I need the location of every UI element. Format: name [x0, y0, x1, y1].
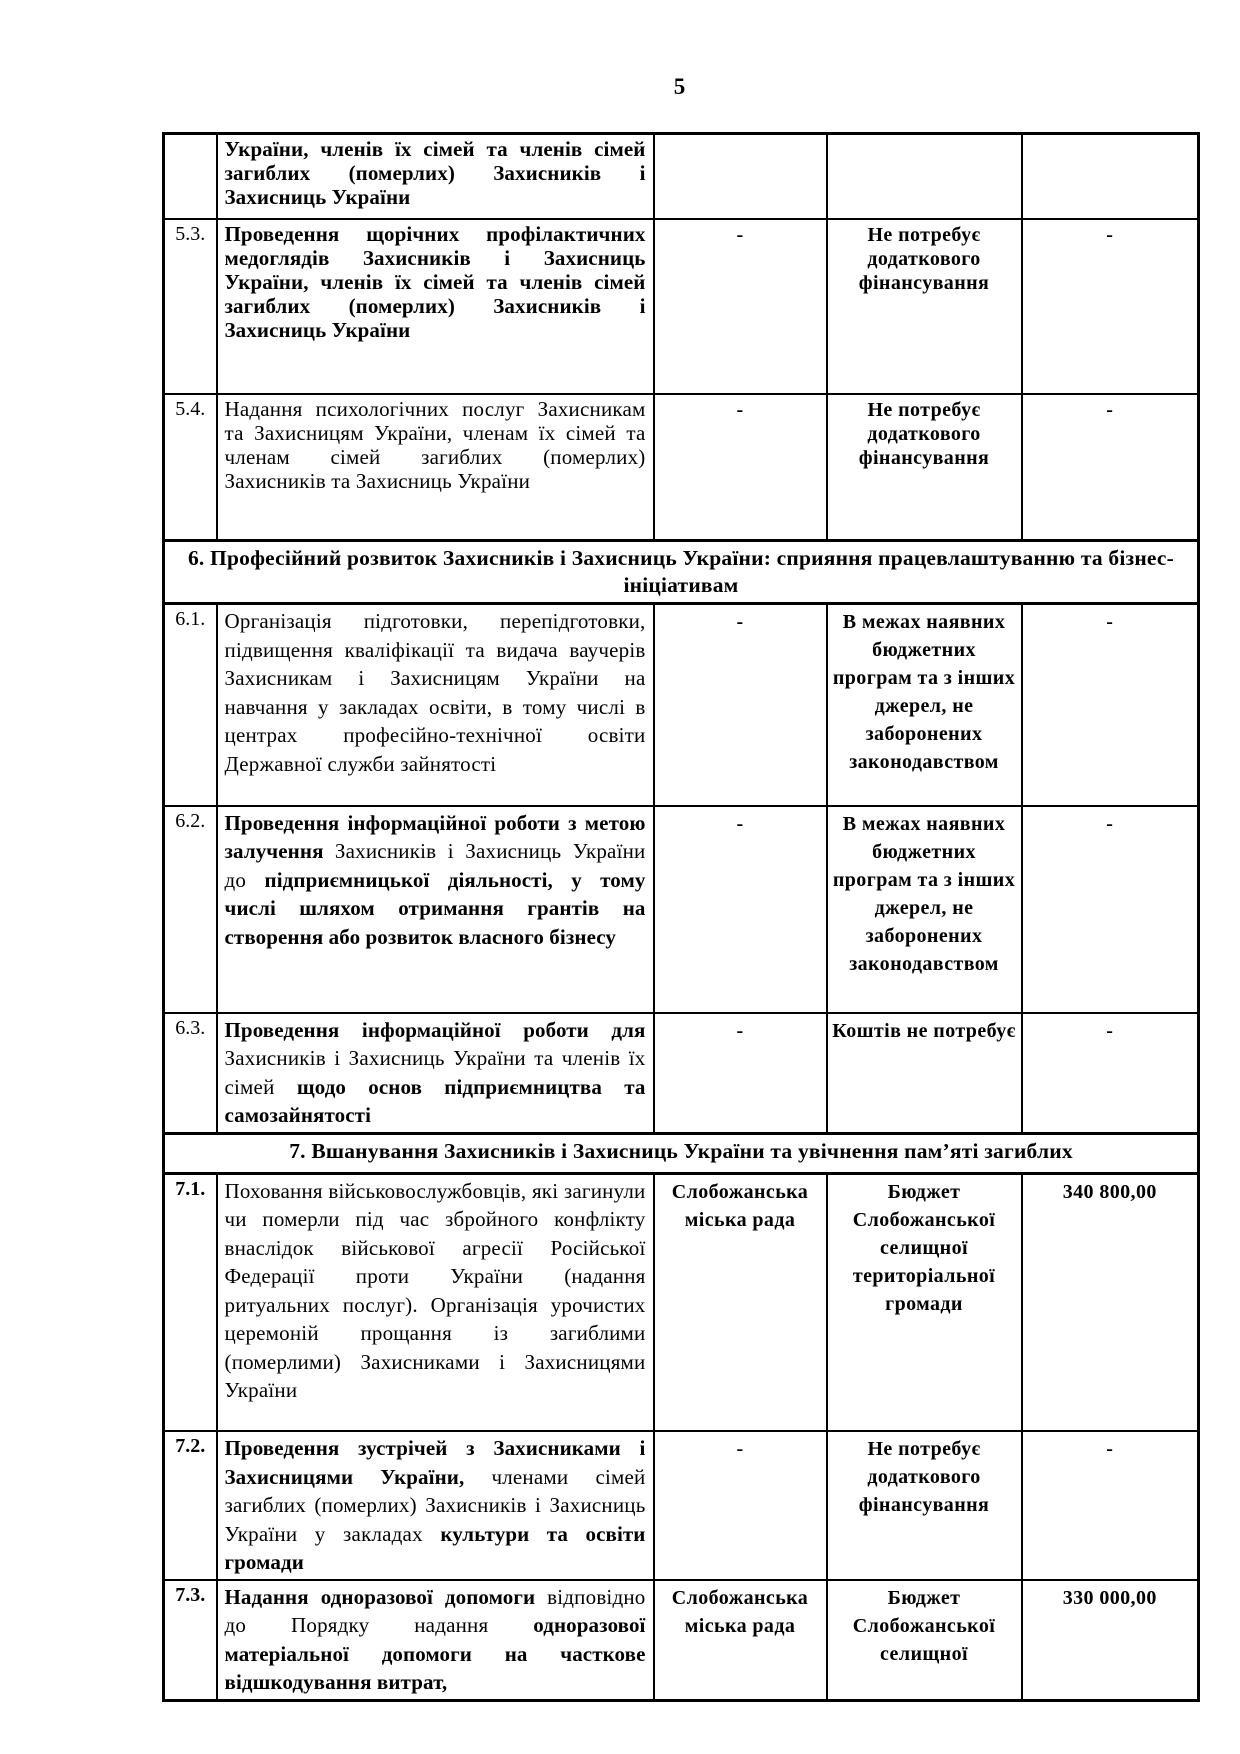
row-description-cell: Надання одноразової допомоги відповідно до Порядку надання одноразової матеріальної допомоги на часткове відшкодування витрат,	[217, 1580, 654, 1701]
row-funding-cell: Бюджет Слобожанської селищної	[827, 1580, 1022, 1701]
row-amount-cell: -	[1022, 604, 1199, 806]
row-description-cell: Проведення інформаційної роботи з метою залучення Захисників і Захисниць України до підприємницької діяльності, у тому числі шляхом отримання грантів на створення або розвиток власного бізнесу	[217, 806, 654, 1013]
page-number: 5	[673, 74, 686, 99]
table-row	[164, 1580, 1199, 1701]
row-description-cell: Проведення зустрічей з Захисниками і Захисницями України, членами сімей загиблих (померлих) Захисників і Захисниць України у закладах культури та освіти громади	[217, 1431, 654, 1580]
row-executor-cell: -	[654, 1013, 827, 1134]
row-funding-cell: Не потребує додаткового фінансування	[827, 1431, 1022, 1580]
section-header-row	[164, 541, 1199, 604]
section-header: 6. Професійний розвиток Захисників і Захисниць України: сприяння працевлаштуванню та бізнес-ініціативам	[164, 541, 1199, 604]
row-executor-cell: Слобожанська міська рада	[654, 1173, 827, 1431]
row-executor-cell: Слобожанська міська рада	[654, 1580, 827, 1701]
row-description-cell: Проведення інформаційної роботи для Захисників і Захисниць України та членів їх сімей щодо основ підприємництва та самозайнятості	[217, 1013, 654, 1134]
row-amount-cell: 340 800,00	[1022, 1173, 1199, 1431]
row-funding-cell: Коштів не потребує	[827, 1013, 1022, 1134]
row-funding-cell: В межах наявних бюджетних програм та з інших джерел, не заборонених законодавством	[827, 604, 1022, 806]
row-amount-cell: -	[1022, 219, 1199, 394]
table-row	[164, 219, 1199, 394]
row-funding-cell: Не потребує додаткового фінансування	[827, 394, 1022, 541]
row-number-cell: 5.3.	[164, 219, 217, 394]
row-executor-cell: -	[654, 219, 827, 394]
row-amount-cell: -	[1022, 394, 1199, 541]
row-amount-cell: -	[1022, 1013, 1199, 1134]
row-number-cell: 5.4.	[164, 394, 217, 541]
row-description-cell: Поховання військовослужбовців, які загинули чи померли під час збройного конфлікту внаслідок військової агресії Російської Федерації проти України (надання ритуальних послуг). Організація урочистих церемоній прощання із загиблими (померлими) Захисниками і Захисницями України	[217, 1173, 654, 1431]
section-header: 7. Вшанування Захисників і Захисниць України та увічнення пам’яті загиблих	[164, 1133, 1199, 1173]
row-executor-cell: -	[654, 394, 827, 541]
row-description-cell: Організація підготовки, перепідготовки, підвищення кваліфікації та видача ваучерів Захисникам і Захисницям України на навчання у закладах освіти, в тому числі в центрах професійно-технічної освіти Державної служби зайнятості	[217, 604, 654, 806]
row-executor-cell: -	[654, 604, 827, 806]
row-executor-cell	[654, 134, 827, 219]
row-number-cell: 7.1.	[164, 1173, 217, 1431]
row-executor-cell: -	[654, 1431, 827, 1580]
row-number-cell: 7.3.	[164, 1580, 217, 1701]
section-header-row	[164, 1133, 1199, 1173]
row-amount-cell: -	[1022, 1431, 1199, 1580]
row-description-cell: Проведення щорічних профілактичних медоглядів Захисників і Захисниць України, членів їх сімей та членів сімей загиблих (померлих) Захисників і Захисниць України	[217, 219, 654, 394]
row-number-cell: 7.2.	[164, 1431, 217, 1580]
row-number-cell: 6.3.	[164, 1013, 217, 1134]
table-row	[164, 1173, 1199, 1431]
row-funding-cell: Бюджет Слобожанської селищної територіальної громади	[827, 1173, 1022, 1431]
table-row	[164, 1013, 1199, 1134]
row-number-cell	[164, 134, 217, 219]
table-row	[164, 134, 1199, 219]
table-row	[164, 394, 1199, 541]
row-number-cell: 6.1.	[164, 604, 217, 806]
measures-table	[162, 132, 1200, 1702]
row-funding-cell: Не потребує додаткового фінансування	[827, 219, 1022, 394]
row-amount-cell: 330 000,00	[1022, 1580, 1199, 1701]
row-number-cell: 6.2.	[164, 806, 217, 1013]
row-funding-cell: В межах наявних бюджетних програм та з інших джерел, не заборонених законодавством	[827, 806, 1022, 1013]
table-row	[164, 604, 1199, 806]
row-description-cell: Надання психологічних послуг Захисникам та Захисницям України, членам їх сімей та членам сімей загиблих (померлих) Захисників та Захисниць України	[217, 394, 654, 541]
row-description-cell: України, членів їх сімей та членів сімей загиблих (померлих) Захисників і Захисниць України	[217, 134, 654, 219]
row-amount-cell	[1022, 134, 1199, 219]
row-funding-cell	[827, 134, 1022, 219]
row-executor-cell: -	[654, 806, 827, 1013]
row-amount-cell: -	[1022, 806, 1199, 1013]
table-row	[164, 806, 1199, 1013]
table-row	[164, 1431, 1199, 1580]
